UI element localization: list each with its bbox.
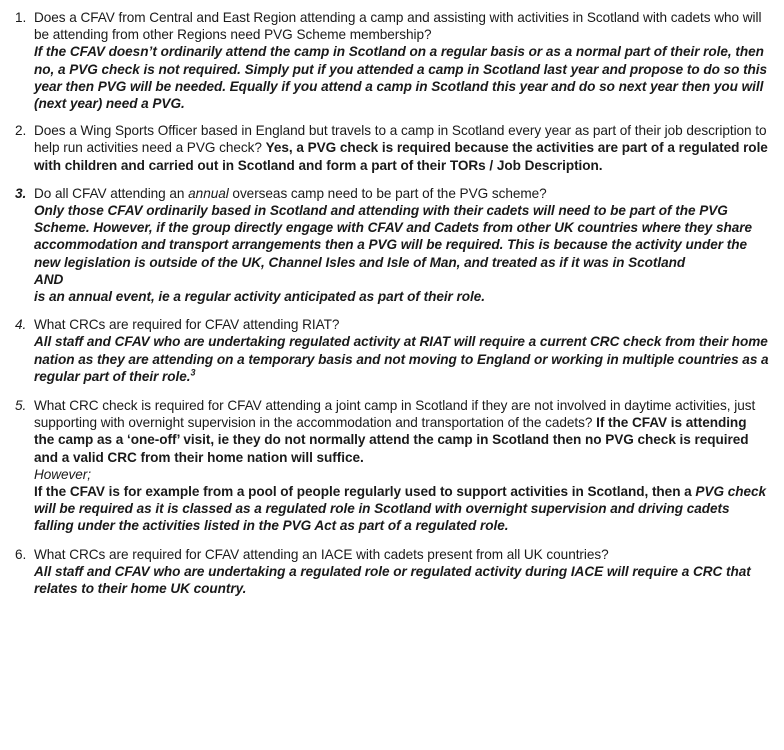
answer-text: Yes, a PVG check is required because the activities are part of a regulated role with children and carried out in Scotland and form a part of their TORs / Job Description. xyxy=(34,140,768,173)
list-item xyxy=(14,316,770,385)
question-text-part-2: overseas camp need to be part of the PVG scheme? xyxy=(228,185,547,201)
list-item xyxy=(14,397,770,535)
list-item-body xyxy=(34,122,770,174)
answer-text: All staff and CFAV who are undertaking a regulated role or regulated activity during IACE will require a CRC that relates to their home UK country. xyxy=(34,563,751,597)
question-text: Does a Wing Sports Officer based in England but travels to a camp in Scotland every year as part of their job description to help run activities need a PVG check? xyxy=(34,123,767,156)
list-item-body xyxy=(34,546,770,598)
answer-text-continued: is an annual event, ie a regular activity anticipated as part of their role. xyxy=(34,289,485,305)
question-text: What CRCs are required for CFAV attending RIAT? xyxy=(34,317,340,333)
question-text-part-1: Do all CFAV attending an xyxy=(34,185,189,201)
list-item-number: 4. xyxy=(15,317,27,333)
answer-text: Only those CFAV ordinarily based in Scotland and attending with their cadets will need to be part of the PVG Scheme. However, if the group directly engage with CFAV and Cadets from other UK countries where they share accommodation and transport arrangements then a PVG will be required. This is because the activity under the new legislation is outside of the UK, Channel Isles and Isle of Man, and treated as if it was in Scotland xyxy=(34,203,753,270)
faq-list xyxy=(14,9,770,597)
question-emphasis: annual xyxy=(188,185,229,201)
list-item xyxy=(14,9,770,112)
list-item-body xyxy=(34,397,770,535)
list-item-body xyxy=(34,185,770,305)
list-item-number: 6. xyxy=(15,546,27,562)
footnote-marker: 3 xyxy=(190,367,196,378)
answer-body: All staff and CFAV who are undertaking regulated activity at RIAT will require a current CRC check from their home nation as they are attending on a temporary basis and not moving to England or working in multiple countries as a regular part of their role. xyxy=(34,334,769,384)
answer-text: If the CFAV doesn’t ordinarily attend the camp in Scotland on a regular basis or as a normal part of their role, then no, a PVG check is not required. Simply put if you attended a camp in Scotland last year and propose to do so this year then PVG will be needed. Equally if you attend a camp in Scotland this year and do so next year then you will (next year) need a PVG. xyxy=(34,44,768,112)
list-item-number: 5. xyxy=(15,398,27,414)
answer-continuation xyxy=(34,483,770,535)
list-item-body xyxy=(34,316,770,385)
answer-text: If the CFAV is attending the camp as a ‘one-off’ visit, ie they do not normally attend the camp in Scotland then no PVG check is required and a valid CRC from their home nation will suffice. xyxy=(34,415,749,465)
question-text: What CRCs are required for CFAV attending an IACE with cadets present from all UK countries? xyxy=(34,546,609,562)
list-item-number: 2. xyxy=(15,123,27,139)
list-item-body xyxy=(34,9,770,112)
list-item-number: 1. xyxy=(15,10,27,25)
question-text: Does a CFAV from Central and East Region attending a camp and assisting with activities in Scotland with cadets who will be attending from other Regions need PVG Scheme membership? xyxy=(34,10,762,43)
however-label: However; xyxy=(34,466,92,482)
answer-continuation-part-2: PVG check will be required as it is classed as a regulated role in Scotland with overnight supervision and driving cadets falling under the activities listed in the PVG Act as part of a regulated role. xyxy=(34,484,766,534)
list-item xyxy=(14,546,770,598)
answer-conjunction: AND xyxy=(34,271,64,287)
answer-text xyxy=(34,333,770,385)
list-item xyxy=(14,122,770,174)
question-text: What CRC check is required for CFAV attending a joint camp in Scotland if they are not involved in daytime activities, just supporting with overnight supervision in the accommodation and transportation of the cadets? xyxy=(34,398,756,431)
answer-continuation-part-1: If the CFAV is for example from a pool of people regularly used to support activities in Scotland, then a xyxy=(34,484,696,500)
list-item xyxy=(14,185,770,305)
list-item-number: 3. xyxy=(15,185,27,201)
